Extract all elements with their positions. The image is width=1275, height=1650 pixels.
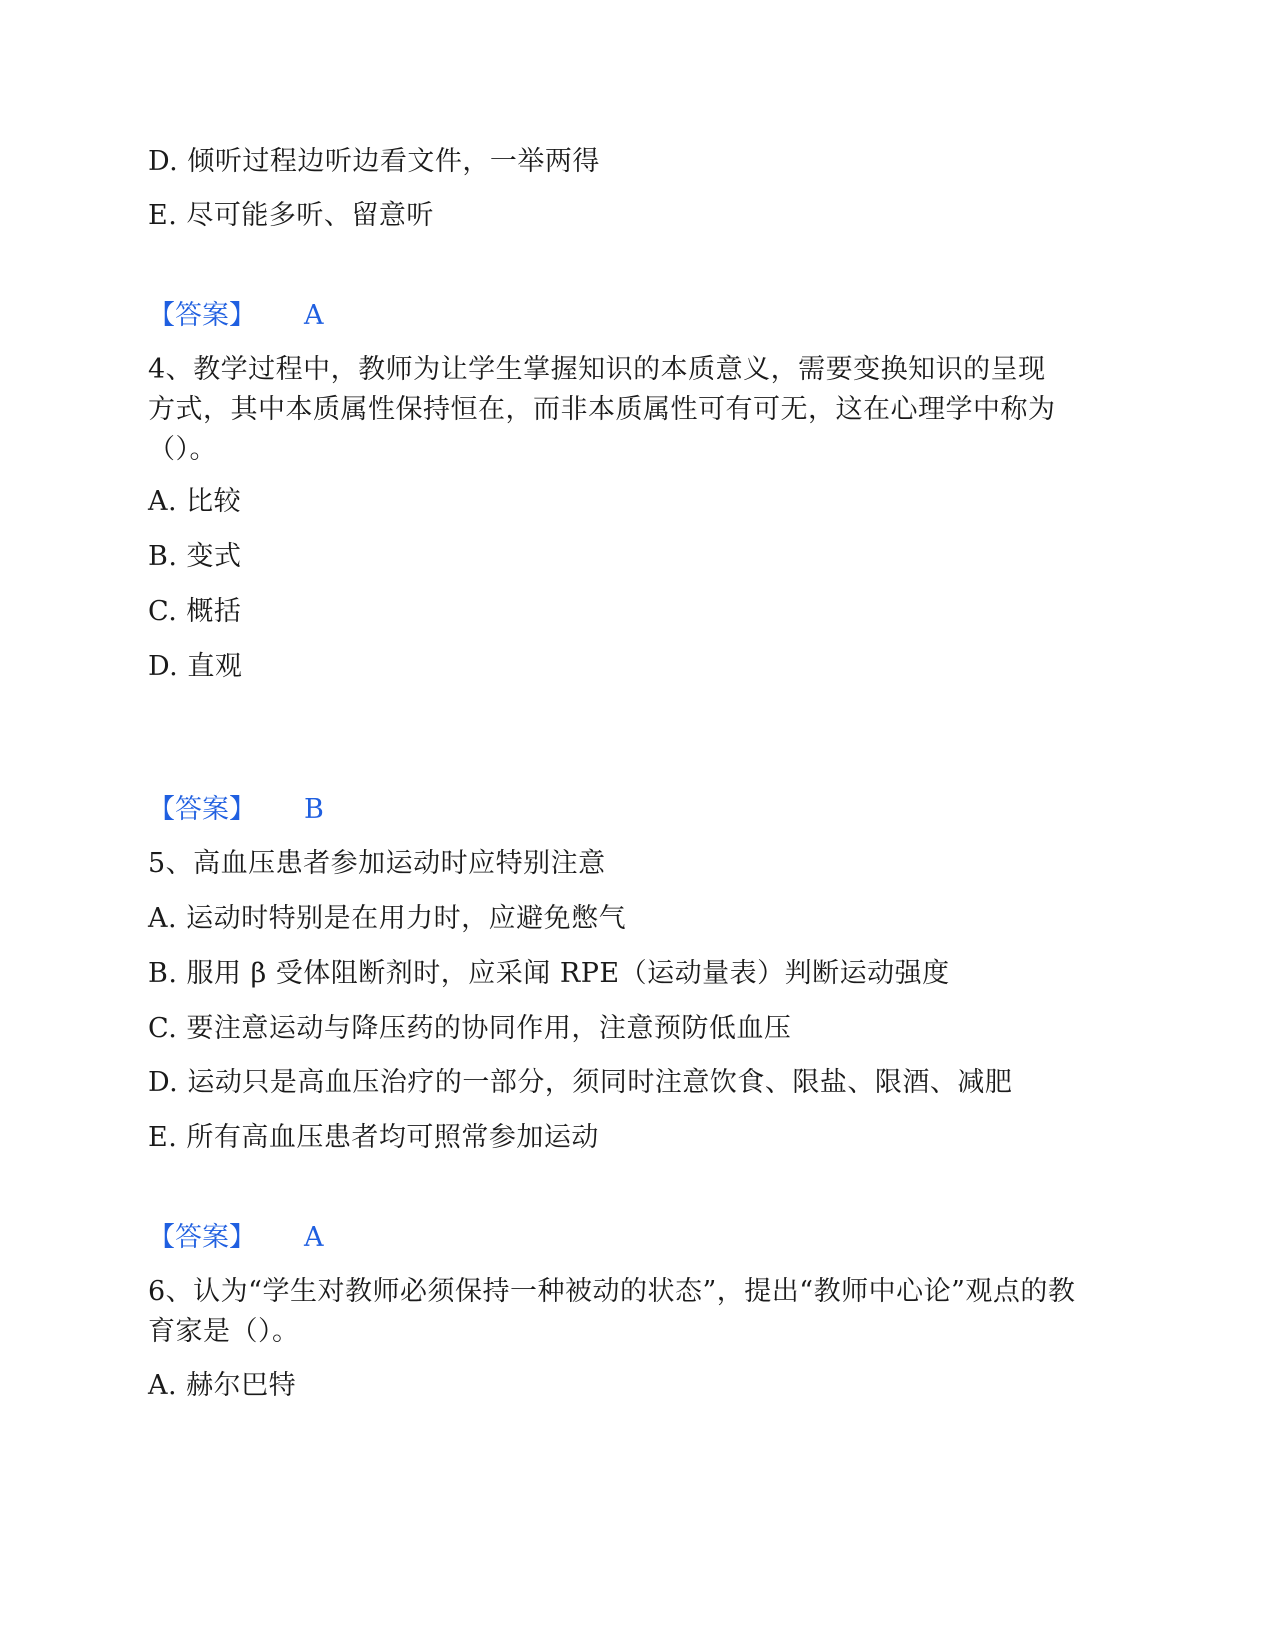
q5-option-c: C. 要注意运动与降压药的协同作用，注意预防低血压 [148,1013,792,1044]
q4-option-b: B. 变式 [148,541,242,572]
q5-option-a: A. 运动时特别是在用力时，应避免憋气 [148,903,627,934]
answer-value: A [304,1222,324,1253]
q3-answer [148,296,324,336]
answer-label: 【答案】 [148,1222,256,1253]
q6-stem-line-1: 6、认为“学生对教师必须保持一种被动的状态”，提出“教师中心论”观点的教 [148,1276,1076,1307]
q3-option-d: D. 倾听过程边听边看文件，一举两得 [148,146,600,177]
q4-option-c: C. 概括 [148,596,242,627]
q4-stem-line-2: 方式，其中本质属性保持恒在，而非本质属性可有可无，这在心理学中称为 [148,394,1056,425]
q5-option-b: B. 服用 β 受体阻断剂时，应采闻 RPE（运动量表）判断运动强度 [148,958,950,989]
q4-option-d: D. 直观 [148,651,243,682]
q5-stem: 5、高血压患者参加运动时应特别注意 [148,848,606,879]
answer-label: 【答案】 [148,300,256,331]
answer-label: 【答案】 [148,794,256,825]
q5-answer [148,1218,324,1258]
q3-option-e: E. 尽可能多听、留意听 [148,200,434,231]
q6-stem-line-2: 育家是（）。 [148,1316,300,1347]
answer-value: B [304,794,324,825]
q5-option-d: D. 运动只是高血压治疗的一部分，须同时注意饮食、限盐、限酒、减肥 [148,1067,1013,1098]
answer-value: A [304,300,324,331]
q5-option-e: E. 所有高血压患者均可照常参加运动 [148,1122,599,1153]
q4-answer [148,790,324,830]
q4-stem-line-1: 4、教学过程中，教师为让学生掌握知识的本质意义，需要变换知识的呈现 [148,354,1046,385]
q4-option-a: A. 比较 [148,486,242,517]
q6-option-a: A. 赫尔巴特 [148,1370,297,1401]
q4-stem-line-3: （）。 [148,434,217,465]
